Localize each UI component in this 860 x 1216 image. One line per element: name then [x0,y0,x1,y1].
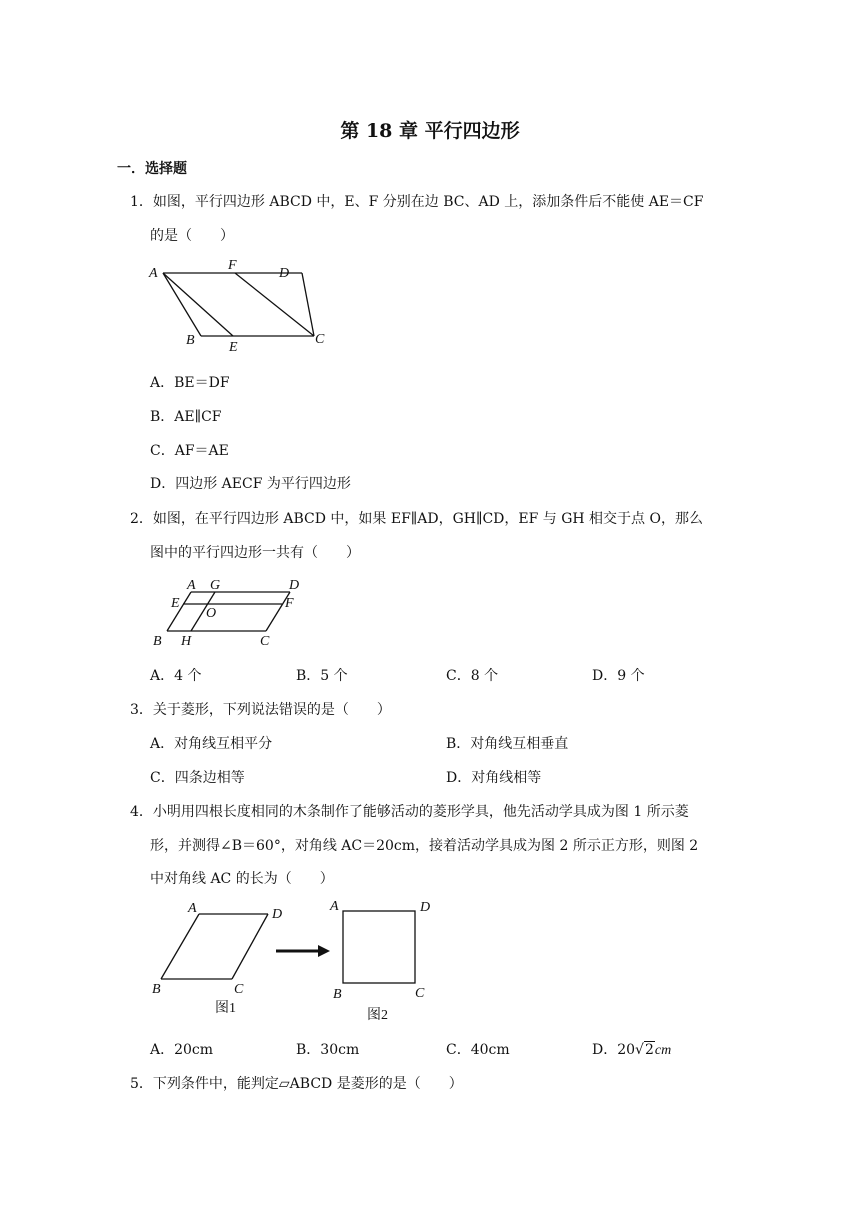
q4-fig2-label-c: C [415,986,425,1001]
option-d-radicand: 2 [644,1042,654,1058]
question-1-line-1: 1．如图，平行四边形 ABCD 中，E、F 分别在边 BC、AD 上，添加条件后不能使 AE＝CF [130,194,704,210]
question-1-option-a: A．BE＝DF [150,375,230,391]
q2-label-d: D [289,578,300,593]
question-2-option-c: C．8 个 [446,668,499,684]
q1-label-b: B [186,333,195,348]
question-3-line-1: 3．关于菱形，下列说法错误的是（ ） [130,702,391,718]
q1-label-f: F [228,258,237,273]
q4-fig2-label-a: A [330,899,339,914]
question-4-option-b: B．30cm [296,1042,360,1058]
question-2-option-a: A．4 个 [150,668,202,684]
q2-label-e: E [171,596,180,611]
q1-label-e: E [229,340,238,355]
q2-label-g: G [210,578,221,593]
q1-label-a: A [149,266,158,281]
question-2-line-2: 图中的平行四边形一共有（ ） [150,545,360,561]
q4-fig2-label-b: B [333,987,342,1002]
q2-label-b: B [153,634,162,649]
question-4-line-3: 中对角线 AC 的长为（ ） [150,871,334,887]
question-3-option-b: B．对角线互相垂直 [446,736,569,752]
q2-label-o: O [206,606,217,621]
question-4-line-1: 4．小明用四根长度相同的木条制作了能够活动的菱形学具，他先活动学具成为图 1 所示菱 [130,804,689,820]
q1-label-c: C [315,332,325,347]
option-d-unit: cm [654,1043,672,1058]
page-title: 第 18 章 平行四边形 [340,120,520,142]
question-4-option-c: C．40cm [446,1042,510,1058]
q2-label-c: C [260,634,270,649]
question-1-option-d: D．四边形 AECF 为平行四边形 [150,476,351,492]
q4-fig1-label-d: D [272,907,283,922]
q1-label-d: D [279,266,290,281]
question-3-option-a: A．对角线互相平分 [150,736,273,752]
question-1-option-c: C．AF＝AE [150,443,229,459]
q4-fig1-label-c: C [234,982,244,997]
question-5-line-1: 5．下列条件中，能判定▱ABCD 是菱形的是（ ） [130,1076,463,1092]
q2-label-a: A [187,578,196,593]
q4-fig1-caption: 图1 [215,1001,236,1016]
q4-fig2-label-d: D [420,900,431,915]
q4-fig1-label-b: B [152,982,161,997]
question-4-option-a: A．20cm [150,1042,214,1058]
question-1-option-b: B．AE∥CF [150,409,222,425]
q2-label-h: H [181,634,192,649]
question-4-option-d [592,1039,671,1059]
question-3-option-d: D．对角线相等 [446,770,542,786]
question-3-option-c: C．四条边相等 [150,770,245,786]
question-2-line-1: 2．如图，在平行四边形 ABCD 中，如果 EF∥AD，GH∥CD，EF 与 GH 相交于点 O，那么 [130,511,703,527]
q4-fig2-caption: 图2 [367,1008,388,1023]
question-1-line-2: 的是（ ） [150,228,234,244]
option-d-prefix: D．20 [592,1042,636,1058]
sqrt-symbol: √2 [635,1042,654,1058]
q2-label-f: F [285,596,294,611]
section-heading: 一．选择题 [117,161,187,177]
question-4-line-2: 形，并测得∠B＝60°，对角线 AC＝20cm，接着活动学具成为图 2 所示正方形，则图 2 [150,838,699,854]
question-2-option-b: B．5 个 [296,668,348,684]
q4-fig1-label-a: A [188,901,197,916]
question-2-option-d: D．9 个 [592,668,645,684]
